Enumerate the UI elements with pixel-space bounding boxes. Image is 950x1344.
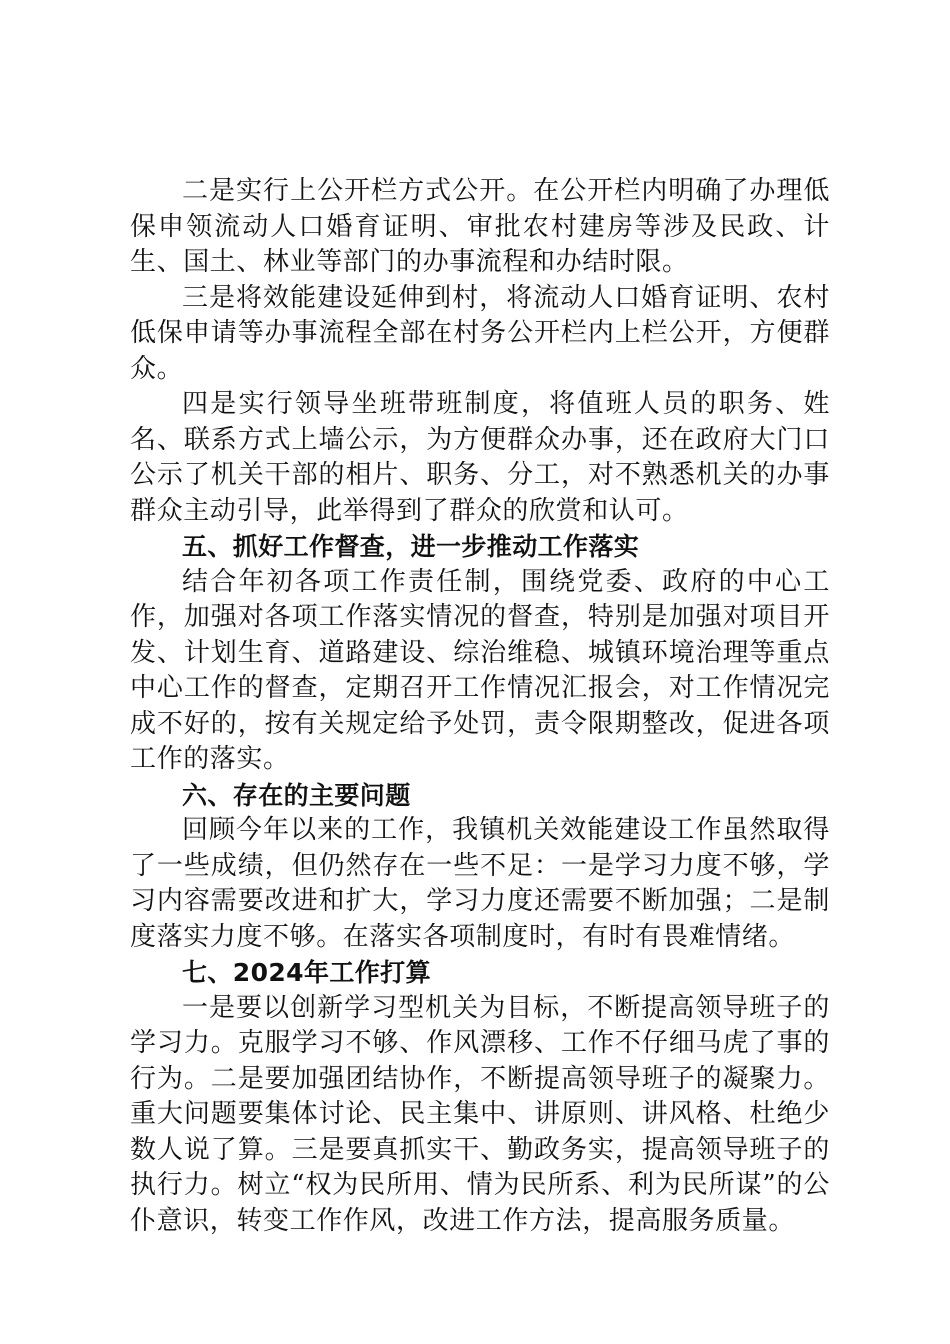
section-heading-problems: 六、存在的主要问题 — [182, 780, 411, 810]
paragraph-plan: 一是要以创新学习型机关为目标，不断提高领导班子的学习力。克服学习不够、作风漂移、工作不仔细马虎了事的行为。二是要加强团结协作，不断提高领导班子的凝聚力。重大问题要集体讨论、民主集中、讲原则、讲风格、杜绝少数人说了算。三是要真抓实干、勤政务实，提高领导班子的执行力。树立“权为民所用、情为民所系、利为民所谋”的公仆意识，转变工作作风，改进工作方法，提高服务质量。 — [130, 992, 830, 1236]
section-heading-supervision: 五、抓好工作督查，进一步推动工作落实 — [182, 532, 640, 561]
paragraph-problems: 回顾今年以来的工作，我镇机关效能建设工作虽然取得了一些成绩，但仍然存在一些不足：一是学习力度不够，学习内容需要改进和扩大，学习力度还需要不断加强；二是制度落实力度不够。在落实各项制度时，有时有畏难情绪。 — [130, 815, 830, 952]
document-body — [130, 174, 830, 1239]
paragraph-leader-duty: 四是实行领导坐班带班制度，将值班人员的职务、姓名、联系方式上墙公示，为方便群众办事，还在政府大门口公示了机关干部的相片、职务、分工，对不熟悉机关的办事群众主动引导，此举得到了群众的欣赏和认可。 — [130, 389, 830, 526]
paragraph-village-extension: 三是将效能建设延伸到村，将流动人口婚育证明、农村低保申请等办事流程全部在村务公开栏内上栏公开，方便群众。 — [130, 282, 830, 384]
paragraph-supervision: 结合年初各项工作责任制，围绕党委、政府的中心工作，加强对各项工作落实情况的督查，特别是加强对项目开发、计划生育、道路建设、综治维稳、城镇环境治理等重点中心工作的督查，定期召开工作情况汇报会，对工作情况完成不好的，按有关规定给予处罚，责令限期整改，促进各项工作的落实。 — [130, 566, 830, 774]
paragraph-public-board: 二是实行上公开栏方式公开。在公开栏内明确了办理低保申领流动人口婚育证明、审批农村建房等涉及民政、计生、国土、林业等部门的办事流程和办结时限。 — [130, 176, 830, 277]
section-heading-plan: 七、2024年工作打算 — [182, 958, 431, 987]
